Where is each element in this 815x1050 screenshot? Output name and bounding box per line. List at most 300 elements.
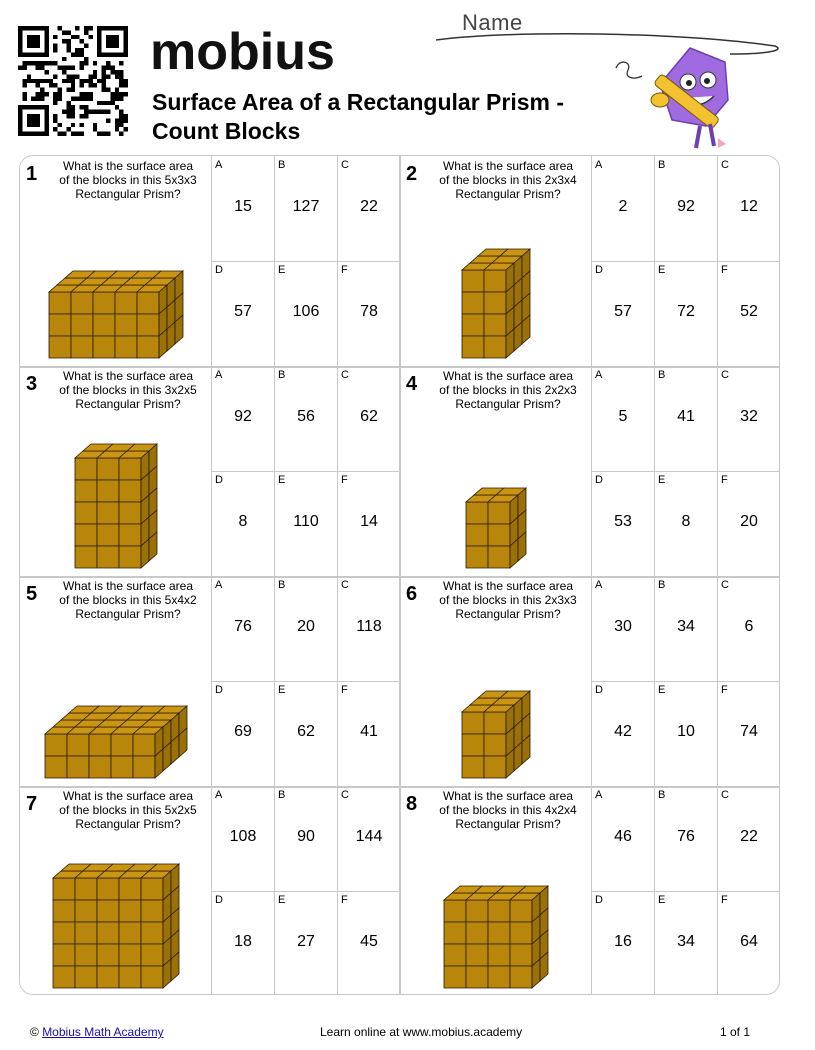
answer-option-a[interactable] — [211, 786, 274, 891]
option-letter: D — [595, 474, 603, 486]
option-value: 106 — [292, 303, 320, 320]
answer-option-c[interactable] — [717, 366, 780, 471]
prism-blocks-drawing — [20, 846, 211, 995]
answer-option-d[interactable] — [211, 681, 274, 786]
answer-option-f[interactable] — [337, 261, 400, 366]
problem-3 — [20, 366, 400, 576]
option-letter: A — [595, 159, 603, 171]
problem-number: 4 — [406, 373, 418, 395]
block-face — [484, 314, 506, 336]
prism-blocks-drawing — [20, 636, 211, 786]
block-face — [53, 878, 75, 900]
block-face — [119, 922, 141, 944]
option-value: 8 — [681, 513, 691, 530]
option-letter: C — [721, 789, 729, 801]
option-value: 90 — [297, 828, 315, 845]
block-face — [97, 502, 119, 524]
option-value: 62 — [297, 723, 315, 740]
block-face — [466, 524, 488, 546]
option-value: 34 — [677, 618, 695, 635]
option-letter: B — [658, 369, 666, 381]
problem-1 — [20, 156, 400, 366]
option-letter: C — [721, 369, 729, 381]
question-text: What is the surface area of the blocks in this 5x3x3 Rectangular Prism? — [59, 159, 197, 201]
option-letter: A — [595, 789, 603, 801]
block-face — [137, 314, 159, 336]
answer-option-f[interactable] — [717, 891, 780, 995]
block-face — [444, 966, 466, 988]
block-face — [67, 734, 89, 756]
option-value: 76 — [677, 828, 695, 845]
answer-option-c[interactable] — [337, 156, 400, 261]
answer-option-a[interactable] — [211, 366, 274, 471]
block-face — [466, 944, 488, 966]
option-letter: E — [278, 264, 286, 276]
block-face — [488, 944, 510, 966]
block-face — [119, 878, 141, 900]
block-face — [466, 900, 488, 922]
page-title: Surface Area of a Rectangular Prism - Count Blocks — [152, 89, 565, 144]
block-face — [488, 922, 510, 944]
option-value: 12 — [740, 198, 758, 215]
option-letter: A — [215, 159, 223, 171]
option-divider — [591, 261, 780, 262]
block-face — [137, 336, 159, 358]
answer-option-a[interactable] — [211, 156, 274, 261]
problem-6 — [400, 576, 780, 786]
block-face — [119, 944, 141, 966]
answer-option-d[interactable] — [211, 261, 274, 366]
answer-option-b[interactable] — [274, 156, 337, 261]
answer-option-e[interactable] — [654, 891, 717, 995]
answer-option-f[interactable] — [337, 681, 400, 786]
option-letter: C — [341, 579, 349, 591]
option-value: 74 — [740, 723, 758, 740]
name-label: Name — [462, 10, 523, 35]
answer-option-d[interactable] — [591, 681, 654, 786]
option-divider — [591, 471, 780, 472]
block-face — [488, 546, 510, 568]
option-divider — [211, 261, 400, 262]
option-letter: B — [658, 789, 666, 801]
block-face — [97, 900, 119, 922]
option-letter: F — [721, 474, 728, 486]
block-face — [484, 734, 506, 756]
option-letter: D — [215, 264, 223, 276]
option-value: 22 — [740, 828, 758, 845]
option-divider — [591, 891, 780, 892]
block-face — [462, 292, 484, 314]
answer-option-d[interactable] — [591, 891, 654, 995]
option-value: 76 — [234, 618, 252, 635]
answer-option-a[interactable] — [591, 576, 654, 681]
option-value: 20 — [297, 618, 315, 635]
block-face — [141, 922, 163, 944]
block-face — [488, 524, 510, 546]
option-letter: A — [215, 579, 223, 591]
option-value: 34 — [677, 933, 695, 950]
block-face — [119, 524, 141, 546]
problem-number: 7 — [26, 793, 38, 815]
problem-number: 1 — [26, 163, 38, 185]
option-letter: D — [595, 264, 603, 276]
prism-blocks-drawing — [400, 636, 591, 786]
option-value: 32 — [740, 408, 758, 425]
problem-prompt — [400, 576, 591, 786]
problem-prompt — [400, 156, 591, 366]
answer-option-e[interactable] — [274, 261, 337, 366]
option-letter: F — [341, 474, 348, 486]
block-face — [462, 712, 484, 734]
option-letter: F — [721, 264, 728, 276]
block-face — [49, 314, 71, 336]
question-text: What is the surface area of the blocks in this 4x2x4 Rectangular Prism? — [439, 789, 577, 831]
answer-option-a[interactable] — [591, 786, 654, 891]
option-letter: E — [278, 684, 286, 696]
block-face — [75, 922, 97, 944]
option-divider — [211, 471, 400, 472]
option-value: 46 — [614, 828, 632, 845]
block-face — [53, 922, 75, 944]
problem-prompt — [20, 156, 211, 366]
option-divider — [591, 681, 780, 682]
block-face — [119, 458, 141, 480]
answer-option-b[interactable] — [274, 366, 337, 471]
answer-option-e[interactable] — [274, 891, 337, 995]
block-face — [53, 966, 75, 988]
block-face — [71, 336, 93, 358]
option-value: 41 — [360, 723, 378, 740]
option-value: 52 — [740, 303, 758, 320]
option-value: 110 — [293, 513, 319, 530]
block-face — [75, 458, 97, 480]
problem-prompt — [400, 786, 591, 995]
answer-option-d[interactable] — [211, 471, 274, 576]
answer-option-f[interactable] — [717, 471, 780, 576]
option-value: 45 — [360, 933, 378, 950]
option-letter: A — [595, 579, 603, 591]
answer-option-b[interactable] — [654, 156, 717, 261]
block-face — [462, 734, 484, 756]
block-face — [510, 922, 532, 944]
block-face — [97, 966, 119, 988]
option-value: 42 — [614, 723, 632, 740]
answer-option-e[interactable] — [654, 681, 717, 786]
option-value: 118 — [356, 618, 382, 635]
problem-8 — [400, 786, 780, 995]
prism-blocks-drawing — [400, 846, 591, 995]
question-text: What is the surface area of the blocks in this 2x3x3 Rectangular Prism? — [439, 579, 577, 621]
problem-number: 6 — [406, 583, 418, 605]
answer-option-c[interactable] — [337, 576, 400, 681]
answer-option-b[interactable] — [274, 786, 337, 891]
mobius-link[interactable]: Mobius Math Academy — [42, 1025, 164, 1039]
option-letter: C — [341, 159, 349, 171]
qr-code — [18, 26, 128, 136]
answer-option-f[interactable] — [337, 891, 400, 995]
block-face — [53, 944, 75, 966]
block-face — [75, 502, 97, 524]
block-face — [97, 922, 119, 944]
problem-7 — [20, 786, 400, 995]
column-divider — [399, 156, 401, 995]
answer-option-d[interactable] — [591, 261, 654, 366]
block-face — [510, 966, 532, 988]
block-face — [115, 314, 137, 336]
block-face — [466, 922, 488, 944]
block-face — [119, 966, 141, 988]
prism-blocks-drawing — [20, 216, 211, 366]
option-value: 8 — [238, 513, 248, 530]
block-face — [119, 480, 141, 502]
block-face — [141, 966, 163, 988]
block-face — [93, 336, 115, 358]
option-value: 6 — [744, 618, 754, 635]
block-face — [97, 524, 119, 546]
prism-blocks-drawing — [20, 426, 211, 576]
block-face — [462, 756, 484, 778]
block-face — [75, 480, 97, 502]
option-divider — [211, 681, 400, 682]
question-text: What is the surface area of the blocks in this 3x2x5 Rectangular Prism? — [59, 369, 197, 411]
option-value: 16 — [614, 933, 632, 950]
block-face — [75, 944, 97, 966]
block-face — [444, 900, 466, 922]
answer-option-a[interactable] — [211, 576, 274, 681]
question-text: What is the surface area of the blocks in this 2x3x4 Rectangular Prism? — [439, 159, 577, 201]
answer-option-a[interactable] — [591, 156, 654, 261]
option-value: 57 — [234, 303, 252, 320]
option-value: 27 — [297, 933, 315, 950]
block-face — [484, 336, 506, 358]
option-letter: D — [215, 474, 223, 486]
block-face — [488, 966, 510, 988]
option-letter: C — [721, 579, 729, 591]
block-face — [49, 336, 71, 358]
problem-5 — [20, 576, 400, 786]
option-value: 64 — [740, 933, 758, 950]
block-face — [49, 292, 71, 314]
option-letter: B — [278, 159, 286, 171]
block-face — [466, 502, 488, 524]
answer-option-d[interactable] — [591, 471, 654, 576]
problem-2 — [400, 156, 780, 366]
block-face — [462, 336, 484, 358]
block-face — [93, 314, 115, 336]
option-letter: C — [341, 369, 349, 381]
mobius-logo — [150, 22, 360, 82]
answer-option-f[interactable] — [717, 261, 780, 366]
answer-option-b[interactable] — [654, 786, 717, 891]
answer-option-f[interactable] — [717, 681, 780, 786]
answer-option-d[interactable] — [211, 891, 274, 995]
answer-option-c[interactable] — [337, 366, 400, 471]
question-text: What is the surface area of the blocks in this 5x2x5 Rectangular Prism? — [59, 789, 197, 831]
option-value: 92 — [234, 408, 252, 425]
block-face — [444, 922, 466, 944]
option-letter: E — [658, 894, 666, 906]
option-value: 72 — [677, 303, 695, 320]
answer-option-b[interactable] — [654, 576, 717, 681]
block-face — [93, 292, 115, 314]
block-face — [97, 546, 119, 568]
block-face — [444, 944, 466, 966]
answer-option-e[interactable] — [654, 471, 717, 576]
footer-tagline: Learn online at www.mobius.academy — [320, 1025, 523, 1039]
option-letter: A — [595, 369, 603, 381]
option-value: 56 — [297, 408, 315, 425]
option-value: 41 — [677, 408, 695, 425]
block-face — [137, 292, 159, 314]
option-value: 69 — [234, 723, 252, 740]
answer-option-c[interactable] — [717, 576, 780, 681]
option-letter: F — [341, 264, 348, 276]
problem-prompt — [20, 786, 211, 995]
block-face — [466, 546, 488, 568]
option-letter: D — [595, 894, 603, 906]
answer-option-e[interactable] — [274, 471, 337, 576]
answer-option-c[interactable] — [717, 786, 780, 891]
problem-prompt — [20, 366, 211, 576]
option-value: 5 — [618, 408, 628, 425]
block-face — [45, 734, 67, 756]
option-letter: B — [278, 369, 286, 381]
option-letter: E — [658, 474, 666, 486]
option-letter: D — [595, 684, 603, 696]
option-value: 53 — [614, 513, 632, 530]
block-face — [111, 734, 133, 756]
block-face — [75, 524, 97, 546]
answer-option-e[interactable] — [274, 681, 337, 786]
block-face — [141, 878, 163, 900]
mascot-illustration — [610, 40, 760, 158]
block-face — [141, 944, 163, 966]
block-face — [133, 756, 155, 778]
footer-copyright — [30, 1025, 164, 1039]
block-face — [510, 944, 532, 966]
option-value: 20 — [740, 513, 758, 530]
option-value: 14 — [360, 513, 378, 530]
block-face — [45, 756, 67, 778]
block-face — [97, 944, 119, 966]
block-face — [119, 502, 141, 524]
answer-option-b[interactable] — [274, 576, 337, 681]
copyright-symbol: © — [30, 1025, 39, 1039]
block-face — [67, 756, 89, 778]
option-value: 127 — [292, 198, 320, 215]
problem-number: 5 — [26, 583, 38, 605]
option-letter: B — [658, 159, 666, 171]
option-value: 108 — [229, 828, 257, 845]
page-number: 1 of 1 — [720, 1025, 751, 1039]
option-value: 62 — [360, 408, 378, 425]
block-face — [510, 900, 532, 922]
problem-number: 8 — [406, 793, 418, 815]
answer-option-c[interactable] — [717, 156, 780, 261]
option-letter: D — [215, 684, 223, 696]
option-letter: B — [658, 579, 666, 591]
option-letter: E — [278, 894, 286, 906]
problem-number: 2 — [406, 163, 418, 185]
block-face — [462, 270, 484, 292]
option-value: 30 — [614, 618, 632, 635]
problem-prompt — [20, 576, 211, 786]
block-face — [462, 314, 484, 336]
option-value: 78 — [360, 303, 378, 320]
block-face — [75, 900, 97, 922]
block-face — [115, 336, 137, 358]
option-letter: E — [658, 684, 666, 696]
block-face — [466, 966, 488, 988]
option-value: 2 — [618, 198, 628, 215]
option-letter: F — [721, 894, 728, 906]
block-face — [484, 292, 506, 314]
question-text: What is the surface area of the blocks in this 5x4x2 Rectangular Prism? — [59, 579, 197, 621]
option-letter: F — [721, 684, 728, 696]
block-face — [484, 270, 506, 292]
block-face — [97, 878, 119, 900]
block-face — [75, 966, 97, 988]
block-face — [71, 314, 93, 336]
question-text: What is the surface area of the blocks in this 2x2x3 Rectangular Prism? — [439, 369, 577, 411]
option-letter: E — [278, 474, 286, 486]
option-value: 10 — [677, 723, 695, 740]
option-value: 57 — [614, 303, 632, 320]
answer-option-b[interactable] — [654, 366, 717, 471]
problems-grid — [19, 155, 780, 995]
answer-option-a[interactable] — [591, 366, 654, 471]
option-letter: A — [215, 369, 223, 381]
block-face — [75, 878, 97, 900]
option-letter: C — [341, 789, 349, 801]
prism-blocks-drawing — [400, 426, 591, 576]
answer-option-f[interactable] — [337, 471, 400, 576]
option-value: 22 — [360, 198, 378, 215]
block-face — [75, 546, 97, 568]
block-face — [71, 292, 93, 314]
block-face — [488, 502, 510, 524]
block-face — [115, 292, 137, 314]
block-face — [97, 480, 119, 502]
answer-option-c[interactable] — [337, 786, 400, 891]
option-letter: C — [721, 159, 729, 171]
block-face — [89, 756, 111, 778]
option-letter: D — [215, 894, 223, 906]
option-value: 144 — [355, 828, 383, 845]
problem-4 — [400, 366, 780, 576]
option-letter: E — [658, 264, 666, 276]
block-face — [111, 756, 133, 778]
problem-prompt — [400, 366, 591, 576]
block-face — [97, 458, 119, 480]
block-face — [484, 712, 506, 734]
problem-number: 3 — [26, 373, 38, 395]
block-face — [488, 900, 510, 922]
block-face — [133, 734, 155, 756]
block-face — [119, 546, 141, 568]
option-letter: F — [341, 684, 348, 696]
option-divider — [211, 891, 400, 892]
option-value: 18 — [234, 933, 252, 950]
option-letter: F — [341, 894, 348, 906]
prism-blocks-drawing — [400, 216, 591, 366]
option-value: 15 — [234, 198, 252, 215]
block-face — [141, 900, 163, 922]
block-face — [119, 900, 141, 922]
block-face — [484, 756, 506, 778]
answer-option-e[interactable] — [654, 261, 717, 366]
logo-text: mobius — [150, 23, 335, 81]
